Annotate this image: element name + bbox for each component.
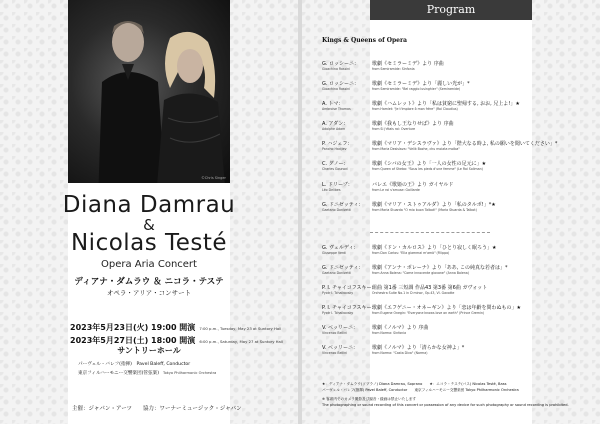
program-item [322, 244, 552, 264]
work-jp: 歌劇《ドン・カルロス》より「ひとり寂しく眠ろう」★ [372, 245, 497, 251]
composer-en: Vincenzo Bellini [322, 331, 348, 335]
composer-jp: L. ドリーブ： [322, 182, 353, 188]
performer-en: Tokyo Philharmonic Orchestra [163, 371, 217, 375]
artist-name-2: Nicolas Testé [70, 230, 228, 256]
work-jp: 歌劇《アンナ・ボレーナ》より「ああ, この純真な若者は」* [372, 265, 508, 271]
work-jp: 歌劇《ノルマ》より「清らかな女神よ」* [372, 345, 465, 351]
work-en: from Si j'étais roi: Overture [372, 127, 416, 131]
composer-en: Charles Gounod [322, 167, 348, 171]
composer-en: Gioachino Rossini [322, 67, 351, 71]
artist-name-1: Diana Damrau [62, 192, 236, 218]
work-jp: バレエ《歌姫の王》より ガイヤルド [372, 182, 454, 188]
composer-jp: V. ベッリーニ： [322, 345, 358, 351]
work-en: from Don Carlos: "Ella giammai m'amò" (Filippo) [372, 251, 450, 255]
program-item [322, 264, 552, 284]
composer-en: Pancho Hadjiev [322, 147, 347, 151]
flyer-front-page [0, 0, 298, 424]
program-item [322, 140, 558, 160]
program-item [322, 80, 552, 100]
work-jp: 歌劇《エフゲニー・オネーギン》より「恋は年齢を問わぬもの」★ [372, 305, 522, 311]
composer-jp: P. I. チャイコフスキー： [322, 285, 377, 291]
date-en: 7:00 p.m., Tuesday, May 23 at Suntory Hall [199, 326, 282, 331]
program-item [322, 324, 552, 344]
program-item [322, 304, 552, 324]
organizer-credit: 主催：ジャパン・アーツ 協力：ワーナーミュージック・ジャパン [72, 406, 242, 412]
jp-subtitle: オペラ・アリア・コンサート [106, 289, 192, 297]
composer-jp: G. ドニゼッティ： [322, 202, 364, 208]
venue: サントリーホール [117, 346, 181, 355]
work-jp: 歌劇《ハムレット》より「私は貧窮に聖帰する, おお, 兄上よ!」★ [372, 101, 520, 107]
composer-en: Adolphe Adam [322, 127, 346, 131]
composer-en: Pyotr I. Tchaikovsky [322, 311, 354, 315]
program-item [322, 160, 552, 180]
composer-jp: G. ロッシーニ： [322, 61, 359, 67]
legend-notice-jp: ※ 客席内でのカメラ撮影及び録音・録画は禁止いたします [322, 397, 416, 401]
work-jp: 歌劇《我もし王なりせば》より 序曲 [372, 121, 454, 127]
legend-soloists: ★：ディアナ・ダムラウ(ソプラノ) Diana Damrau, Soprano ★：ニコラ・テステ(バス) Nicolas Testé, Bass [322, 382, 507, 386]
composer-jp: P. ハジェフ： [322, 141, 353, 147]
performer-jp: 東京フィルハーモニー交響楽団(管弦楽) [78, 371, 159, 376]
work-jp: 歌劇《ノルマ》より 序曲 [372, 325, 429, 331]
work-en: from Queen of Sheba: "Sous les pieds d'une femme" (Le Roi Soliman) [372, 167, 483, 171]
program-header: Program [370, 0, 532, 20]
performer-conductor [78, 361, 278, 367]
concert-subtitle: Opera Aria Concert [101, 259, 197, 270]
composer-jp: V. ベッリーニ： [322, 325, 358, 331]
work-en: from Semiramide: Sinfonia [372, 67, 415, 71]
jp-title: ディアナ・ダムラウ ＆ ニコラ・テステ [74, 277, 224, 287]
program-section-title: Kings & Queens of Opera [322, 37, 408, 44]
performer-jp: パーヴェル・バレフ(指揮) Pavel Baleff, Conductor [78, 362, 191, 367]
work-jp: 歌劇《セミラーミデ》より「麗しい光が」* [372, 81, 470, 87]
composer-jp: A. トマ： [322, 101, 344, 107]
work-en: from Maria Desislava: "Velik Bozhe, chu moiata molba" [372, 147, 460, 151]
work-en: from Norma: Sinfonia [372, 331, 407, 335]
composer-jp: G. ロッシーニ： [322, 81, 359, 87]
composer-en: Ambroise Thomas [322, 107, 351, 111]
intermission-divider [370, 232, 490, 233]
work-en: from Norma: "Casta Diva" (Norma) [372, 351, 428, 355]
date-jp: 2023年5月23日(火) 19:00 開演 [70, 323, 196, 332]
work-en: from Anna Bolena: "Come innocente giovane" (Anna Bolena) [372, 271, 470, 275]
legend-conductor-orchestra: パーヴェル・バレフ(指揮) Pavel Baleff, Conductor 東京フィルハーモニー交響楽団 Tokyo Philharmonic Orchestra [322, 388, 519, 392]
artist-photo [68, 0, 230, 183]
program-item [322, 100, 552, 120]
composer-en: Gaetano Donizetti [322, 271, 351, 275]
composer-jp: C. グノー： [322, 161, 349, 167]
composer-jp: P. I. チャイコフスキー： [322, 305, 377, 311]
composer-en: Léo Delibes [322, 188, 341, 192]
legend-notice-en: The photographing or sound recording of this concert or possession of any device for such photography or sound recording is prohibited. [322, 403, 569, 407]
work-jp: 歌劇《マリア・ストゥアルダ》より「私のタルボ!」*★ [372, 202, 496, 208]
program-item [322, 284, 552, 304]
program-item [322, 120, 552, 140]
composer-en: Pyotr I. Tchaikovsky [322, 291, 354, 295]
work-en: from Maria Stuarda "O mio buon Talbot!" (Maria Stuarda & Talbot) [372, 208, 477, 212]
work-en: from Hamlet: "Je t'implore ô mon frère" (Roi Claudius) [372, 107, 458, 111]
work-en: from Semiramide: "Bel raggio lusinghier" (Semiramide) [372, 87, 461, 91]
program-item [322, 201, 552, 221]
ampersand: & [143, 216, 155, 234]
date-en: 6:00 p.m., Saturday, May 27 at Suntory Hall [199, 339, 283, 344]
program-item [322, 60, 552, 80]
composer-en: Vincenzo Bellini [322, 351, 348, 355]
composer-en: Gaetano Donizetti [322, 208, 351, 212]
woman-silhouette [148, 28, 228, 183]
composer-jp: A. アダン： [322, 121, 349, 127]
composer-jp: G. ヴェルディ： [322, 245, 359, 251]
composer-en: Giuseppe Verdi [322, 251, 347, 255]
date-jp: 2023年5月27日(土) 18:00 開演 [70, 336, 196, 345]
work-en: from Le roi s'amuse: Gaillarde [372, 188, 420, 192]
work-jp: 歌劇《マリア・デシスラヴァ》より「陛大なる時よ, 私の願いを聞いてください」* [372, 141, 558, 147]
work-jp: 歌劇《セミラーミデ》より 序曲 [372, 61, 444, 67]
work-en: from Eugene Onegin: "Everyone knows love on earth" (Prince Gremin) [372, 311, 485, 315]
work-jp: 歌劇《シバの女王》より「一人の女性の足元に」★ [372, 161, 487, 167]
photo-credit: ©Chris Singer [201, 176, 226, 180]
work-jp: 組曲 第1番 三短調 作品43 第3番 第6曲 ガヴォット [372, 285, 488, 291]
program-item [322, 344, 552, 364]
program-item [322, 181, 552, 201]
performer-orchestra [78, 370, 278, 376]
work-en: Orchestra Suite No.1 in D minor, Op.43, VI. Gavotte [372, 291, 455, 295]
composer-jp: G. ドニゼッティ： [322, 265, 364, 271]
composer-en: Gioachino Rossini [322, 87, 351, 91]
